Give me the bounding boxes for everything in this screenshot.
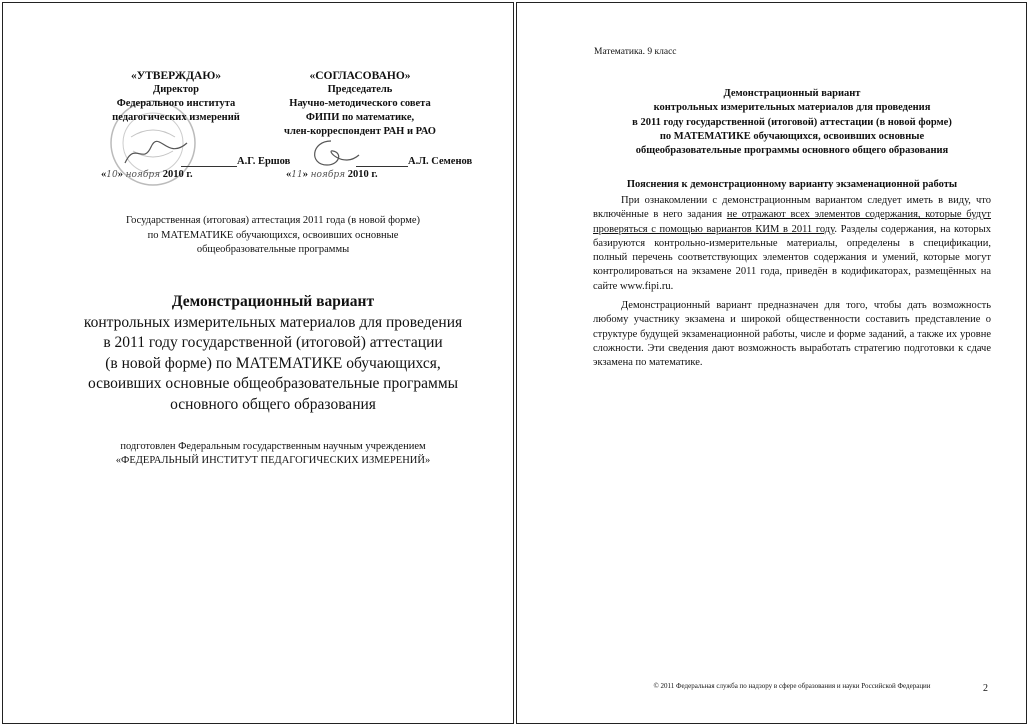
title-line: контрольных измерительных материалов для проведения	[653, 102, 931, 114]
title-line: Демонстрационный вариант	[723, 88, 861, 99]
paragraph: При ознакомлении с демонстрационным вариантом следует иметь в виду, что включённые в него задания не отражают всех элементов содержания, которые будут проверяться с помощью вариантов КИМ в 2011 году. Разделы содержания, на которых базируются контрольно-измерительные материалы, определены в спецификации, полный перечень соответствующих элементов содержания и умений, которые могут контролироваться на экзамене 2011 года, приведён в кодификаторах, размещённых на сайте www.fipi.ru.	[593, 195, 991, 292]
prepared-by	[53, 440, 493, 468]
approve-signer: А.Г. Ершов	[237, 156, 291, 167]
document-title	[43, 292, 503, 415]
underlined-text: не отражают всех элементов содержания, которые будут проверяться с помощью вариантов КИМ в 2011 году	[593, 209, 991, 235]
approve-line: педагогических измерений	[112, 112, 240, 123]
agree-line: Председатель	[327, 84, 393, 95]
date-year: 2010 г.	[347, 169, 378, 180]
page-title	[592, 87, 992, 158]
date-year: 2010 г.	[162, 169, 193, 180]
signature-line	[181, 156, 237, 167]
attestation-line: Государственная (итоговая) аттестация 2011 года (в новой форме)	[125, 215, 421, 226]
agree-heading: «СОГЛАСОВАНО»	[309, 70, 411, 82]
approve-heading: «УТВЕРЖДАЮ»	[130, 70, 222, 82]
prepared-line: подготовлен Федеральным государственным научным учреждением	[120, 441, 426, 452]
date-day: 10	[106, 170, 118, 180]
attestation-line: общеобразовательные программы	[196, 244, 350, 255]
attestation-caption	[63, 214, 483, 258]
approval-block	[91, 69, 261, 125]
title-line: общеобразовательные программы основного общего образования	[635, 145, 949, 157]
document-page-left	[2, 2, 514, 724]
agree-signer-line	[356, 156, 472, 167]
approve-signer-line	[181, 156, 290, 167]
body-text	[593, 194, 991, 376]
date-month: ноября	[310, 170, 346, 180]
paragraph: Демонстрационный вариант предназначен для того, чтобы дать возможность любому участнику экзамена и широкой общественности составить представление о структуре будущей экзаменационной работы, числе и форме заданий, а также их уровне сложности. Эти сведения дают возможность выработать стратегию подготовки к сдаче экзамена по математике.	[593, 300, 991, 369]
approve-date: «10» ноября 2010 г.	[101, 169, 193, 180]
agree-line: ФИПИ по математике,	[305, 112, 415, 123]
title-line: контрольных измерительных материалов для проведения	[83, 313, 463, 331]
copyright-footer: © 2011 Федеральная служба по надзору в сфере образования и науки Российской Федерации	[653, 682, 931, 690]
page-number: 2	[983, 683, 988, 694]
document-page-right	[516, 2, 1027, 724]
title-line: в 2011 году государственной (итоговой) аттестации (в новой форме)	[632, 116, 952, 128]
agree-line: член-корреспондент РАН и РАО	[284, 126, 436, 137]
title-line: по МАТЕМАТИКЕ обучающихся, освоивших основные	[659, 130, 925, 142]
agree-line: Научно-методического совета	[289, 98, 431, 109]
signature-semenov	[303, 135, 363, 171]
date-day: 11	[291, 170, 303, 180]
section-heading: Пояснения к демонстрационному варианту экзаменационной работы	[626, 179, 958, 190]
agree-date: «11» ноября 2010 г.	[286, 169, 378, 180]
attestation-line: по МАТЕМАТИКЕ обучающихся, освоивших основные	[147, 229, 399, 241]
agreement-block	[275, 69, 445, 139]
running-header: Математика. 9 класс	[594, 47, 677, 57]
approve-line: Федерального института	[116, 98, 236, 109]
agree-signer: А.Л. Семенов	[408, 156, 473, 167]
date-month: ноября	[125, 170, 161, 180]
approve-line: Директор	[153, 84, 199, 95]
title-line: в 2011 году государственной (итоговой) аттестации	[103, 334, 443, 351]
title-line: освоивших основные общеобразовательные программы	[87, 375, 459, 392]
title-line: (в новой форме) по МАТЕМАТИКЕ обучающихся,	[105, 354, 441, 372]
prepared-line: «ФЕДЕРАЛЬНЫЙ ИНСТИТУТ ПЕДАГОГИЧЕСКИХ ИЗМЕРЕНИЙ»	[115, 455, 431, 466]
title-line: основного общего образования	[170, 395, 376, 413]
signature-line	[356, 156, 408, 167]
title-heading: Демонстрационный вариант	[171, 293, 375, 310]
